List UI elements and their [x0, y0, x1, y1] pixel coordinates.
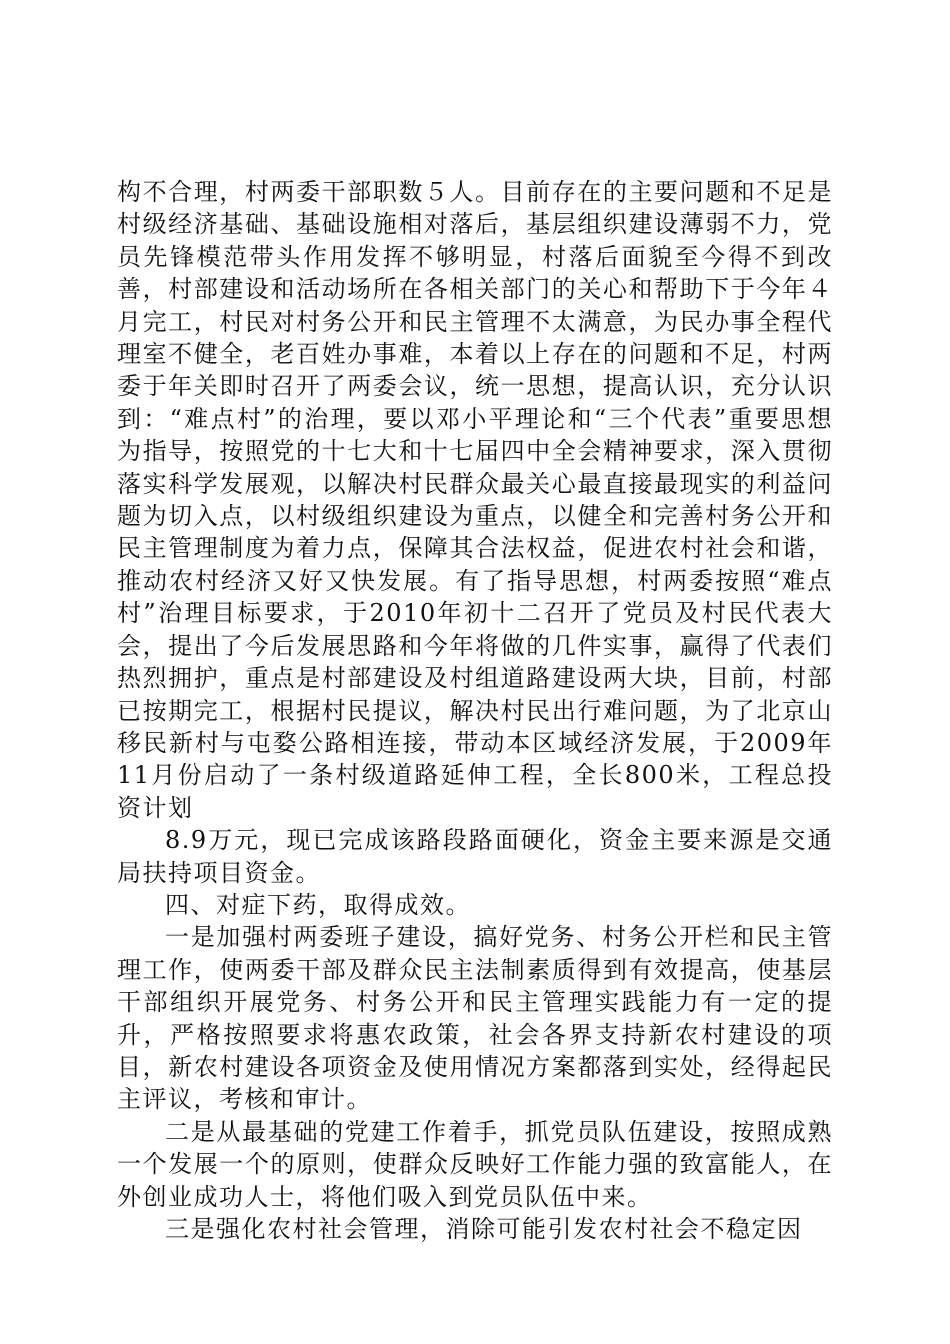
paragraph-item-one: 一是加强村两委班子建设，搞好党务、村务公开栏和民主管理工作，使两委干部及群众民主法制素质得到有效提高，使基层干部组织开展党务、村务公开和民主管理实践能力有一定的提升，严格按照要求将惠农政策，社会各界支持新农村建设的项目，新农村建设各项资金及使用情况方案都落到实处，经得起民主评议，考核和审计。: [117, 923, 833, 1114]
paragraph-funding: 8.9万元，现已完成该路段路面硬化，资金主要来源是交通局扶持项目资金。: [117, 826, 833, 887]
paragraph-situation-and-measures: 构不合理，村两委干部职数５人。目前存在的主要问题和不足是村级经济基础、基础设施相对落后，基层组织建设薄弱不力，党员先锋模范带头作用发挥不够明显，村落后面貌至今得不到改善，村部建设和活动场所在各相关部门的关心和帮助下于今年４月完工，村民对村务公开和民主管理不太满意，为民办事全程代理室不健全，老百姓办事难，本着以上存在的问题和不足，村两委于年关即时召开了两委会议，统一思想，提高认识，充分认识到：“难点村”的治理，要以邓小平理论和“三个代表”重要思想为指导，按照党的十七大和十七届四中全会精神要求，深入贯彻落实科学发展观，以解决村民群众最关心最直接最现实的利益问题为切入点，以村级组织建设为重点，以健全和完善村务公开和民主管理制度为着力点，保障其合法权益，促进农村社会和谐，推动农村经济又好又快发展。有了指导思想，村两委按照“难点村”治理目标要求，于2010年初十二召开了党员及村民代表大会，提出了今后发展思路和今年将做的几件实事，赢得了代表们热烈拥护，重点是村部建设及村组道路建设两大块，目前，村部已按期完工，根据村民提议，解决村民出行难问题，为了北京山移民新村与屯婺公路相连接，带动本区域经济发展，于2009年11月份启动了一条村级道路延伸工程，全长800米，工程总投资计划: [117, 178, 833, 822]
section-heading-results: 四、对症下药，取得成效。: [165, 890, 471, 919]
paragraph-item-three: 三是强化农村社会管理，消除可能引发农村社会不稳定因: [165, 1215, 803, 1243]
document-body: [117, 176, 833, 1245]
paragraph-item-two: 二是从最基础的党建工作着手，抓党员队伍建设，按照成熟一个发展一个的原则，使群众反映好工作能力强的致富能人，在外创业成功人士，将他们吸入到党员队伍中来。: [117, 1117, 833, 1211]
